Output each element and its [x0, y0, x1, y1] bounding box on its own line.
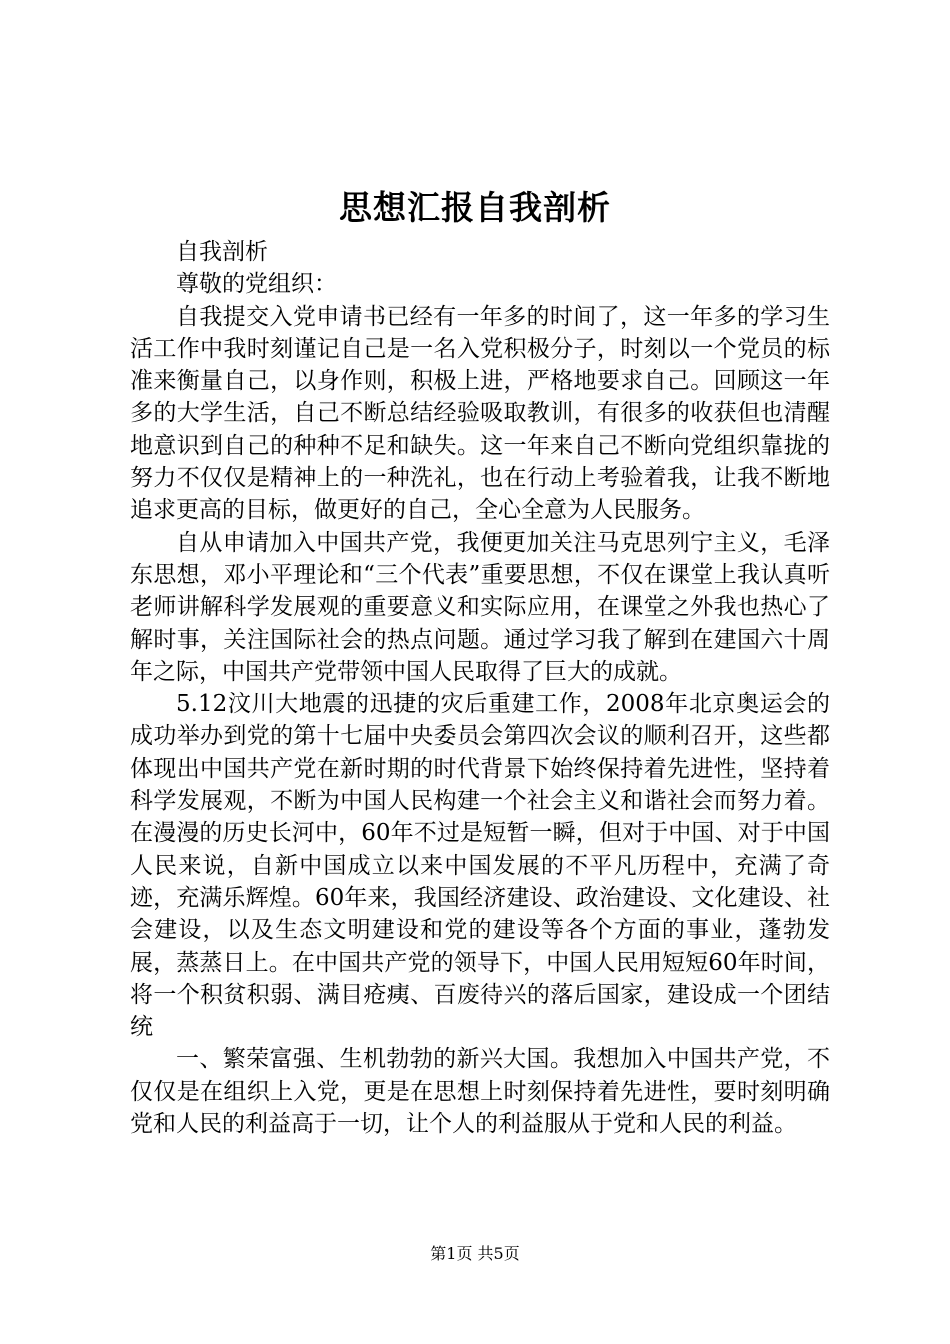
document-title: 思想汇报自我剖析: [339, 188, 611, 227]
paragraph-1: 自我提交入党申请书已经有一年多的时间了，这一年多的学习生活工作中我时刻谨记自己是一名入党积极分子，时刻以一个党员的标准来衡量自己，以身作则，积极上进，严格地要求自己。回顾这一年多的大学生活，自己不断总结经验吸取教训，有很多的收获但也清醒地意识到自己的种种不足和缺失。这一年来自己不断向党组织靠拢的努力不仅仅是精神上的一种洗礼，也在行动上考验着我，让我不断地追求更高的目标，做更好的自己，全心全意为人民服务。: [130, 303, 830, 524]
paragraph-salutation: 尊敬的党组织：: [176, 271, 337, 298]
paragraph-4: 一、繁荣富强、生机勃勃的新兴大国。我想加入中国共产党，不仅仅是在组织上入党，更是在思想上时刻保持着先进性，要时刻明确党和人民的利益高于一切，让个人的利益服从于党和人民的利益。: [130, 1046, 830, 1138]
paragraph-heading: 自我剖析: [176, 239, 268, 265]
paragraph-3: 5.12汶川大地震的迅捷的灾后重建工作，2008年北京奥运会的成功举办到党的第十七届中央委员会第四次会议的顺利召开，这些都体现出中国共产党在新时期的时代背景下始终保持着先进性，坚持着科学发展观，不断为中国人民构建一个社会主义和谐社会而努力着。在漫漫的历史长河中，60年不过是短暂一瞬，但对于中国、对于中国人民来说，自新中国成立以来中国发展的不平凡历程中，充满了奇迹，充满乐辉煌。60年来，我国经济建设、政治建设、文化建设、社会建设，以及生态文明建设和党的建设等各个方面的事业，蓬勃发展，蒸蒸日上。在中国共产党的领导下，中国人民用短短60年时间，将一个积贫积弱、满目疮痍、百废待兴的落后国家，建设成一个团结统: [130, 691, 830, 1041]
document-body: [130, 236, 830, 1140]
page-footer: 第1页 共5页: [430, 1244, 520, 1263]
paragraph-2: 自从申请加入中国共产党，我便更加关注马克思列宁主义，毛泽东思想，邓小平理论和“三个代表”重要思想，不仅在课堂上我认真听老师讲解科学发展观的重要意义和实际应用，在课堂之外我也热心了解时事，关注国际社会的热点问题。通过学习我了解到在建国六十周年之际，中国共产党带领中国人民取得了巨大的成就。: [130, 529, 830, 685]
